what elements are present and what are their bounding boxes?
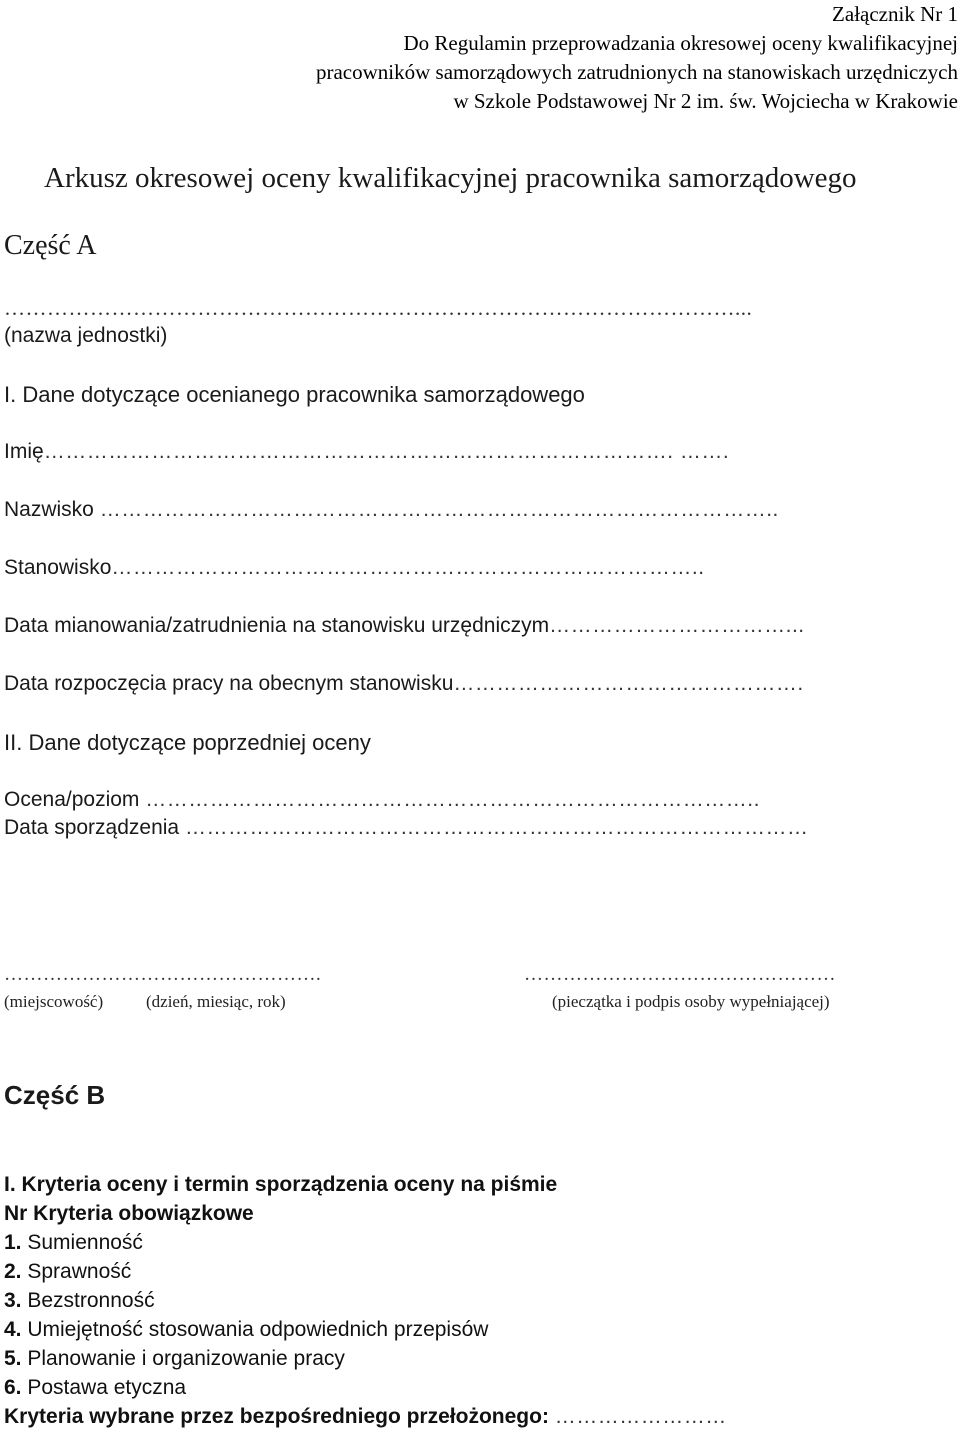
header-line-4: w Szkole Podstawowej Nr 2 im. św. Wojciecha w Krakowie <box>453 89 958 113</box>
attachment-number: Załącznik Nr 1 <box>832 2 958 26</box>
criterion-text: Planowanie i organizowanie pracy <box>27 1347 345 1370</box>
criterion-text: Postawa etyczna <box>27 1376 187 1399</box>
criteria-list <box>4 1228 488 1402</box>
field-label: Data mianowania/zatrudnienia na stanowisku urzędniczym <box>4 614 550 637</box>
field-label: Nazwisko <box>4 498 94 521</box>
criterion-item <box>4 1257 488 1286</box>
field-last-name <box>4 498 779 522</box>
field-label: Imię <box>4 440 44 463</box>
field-prev-date <box>4 816 808 840</box>
field-label: Data sporządzenia <box>4 816 180 839</box>
signature-left-dots: …………………………………………. <box>4 964 322 985</box>
place-label: (miejscowość) <box>4 992 104 1011</box>
criterion-number: 5. <box>4 1347 22 1370</box>
criterion-number: 4. <box>4 1318 22 1341</box>
unit-name-dots: …………………………………………………………………………………………... <box>4 296 753 320</box>
attachment-header <box>316 0 958 116</box>
part-b-section-1-title: I. Kryteria oceny i termin sporządzenia oceny na piśmie <box>4 1173 558 1196</box>
unit-name-label: (nazwa jednostki) <box>4 324 168 347</box>
field-dots: …………………………………………. <box>453 672 804 695</box>
criterion-item <box>4 1373 488 1402</box>
header-line-3: pracowników samorządowych zatrudnionych na stanowiskach urzędniczych <box>315 60 958 84</box>
criterion-number: 1. <box>4 1231 22 1254</box>
selected-criteria-label: Kryteria wybrane przez bezpośredniego przełożonego: <box>4 1405 549 1428</box>
header-line-2: Do Regulamin przeprowadzania okresowej oceny kwalifikacyjnej <box>403 31 958 55</box>
selected-criteria-line <box>4 1402 727 1431</box>
field-label: Data rozpoczęcia pracy na obecnym stanowisku <box>4 672 454 695</box>
field-dots: ……………………………………………………………………………. ……. <box>43 440 730 463</box>
field-dots: ……………………………... <box>549 614 805 637</box>
criterion-text: Sumienność <box>27 1231 143 1254</box>
part-b-heading: Część B <box>4 1080 106 1110</box>
field-dots: ………………………………………………………………………….. <box>145 788 760 811</box>
criterion-text: Bezstronność <box>27 1289 155 1312</box>
part-a-heading: Część A <box>4 230 97 261</box>
field-prev-rating <box>4 788 760 812</box>
field-dots: ………………………………………………………………………………….. <box>99 498 779 521</box>
document-title: Arkusz okresowej oceny kwalifikacyjnej pracownika samorządowego <box>44 162 857 194</box>
criteria-heading-text: Nr Kryteria obowiązkowe <box>4 1202 254 1225</box>
criterion-item <box>4 1228 488 1257</box>
criterion-number: 2. <box>4 1260 22 1283</box>
criterion-item <box>4 1344 488 1373</box>
field-label: Stanowisko <box>4 556 112 579</box>
part-b-section-1-heading <box>4 1170 557 1199</box>
section-2-heading: II. Dane dotyczące poprzedniej oceny <box>4 730 371 755</box>
field-dots: ……………………………………………………………………….. <box>111 556 705 579</box>
field-appointment-date <box>4 614 805 638</box>
field-start-date <box>4 672 804 696</box>
criterion-item <box>4 1315 488 1344</box>
section-1-heading: I. Dane dotyczące ocenianego pracownika samorządowego <box>4 382 585 407</box>
criteria-heading <box>4 1199 254 1228</box>
stamp-signature-label: (pieczątka i podpis osoby wypełniającej) <box>552 992 830 1011</box>
criterion-item <box>4 1286 488 1315</box>
field-position <box>4 556 705 580</box>
criterion-text: Sprawność <box>27 1260 132 1283</box>
criterion-number: 3. <box>4 1289 22 1312</box>
criterion-text: Umiejętność stosowania odpowiednich przepisów <box>27 1318 489 1341</box>
criterion-number: 6. <box>4 1376 22 1399</box>
field-dots: …………………………………………………………………………… <box>184 816 809 839</box>
field-first-name <box>4 440 729 464</box>
signature-right-dots: ………………………………………… <box>524 964 836 985</box>
field-label: Ocena/poziom <box>4 788 140 811</box>
selected-criteria-dots: …………………… <box>554 1405 727 1428</box>
date-label: (dzień, miesiąc, rok) <box>146 992 286 1011</box>
